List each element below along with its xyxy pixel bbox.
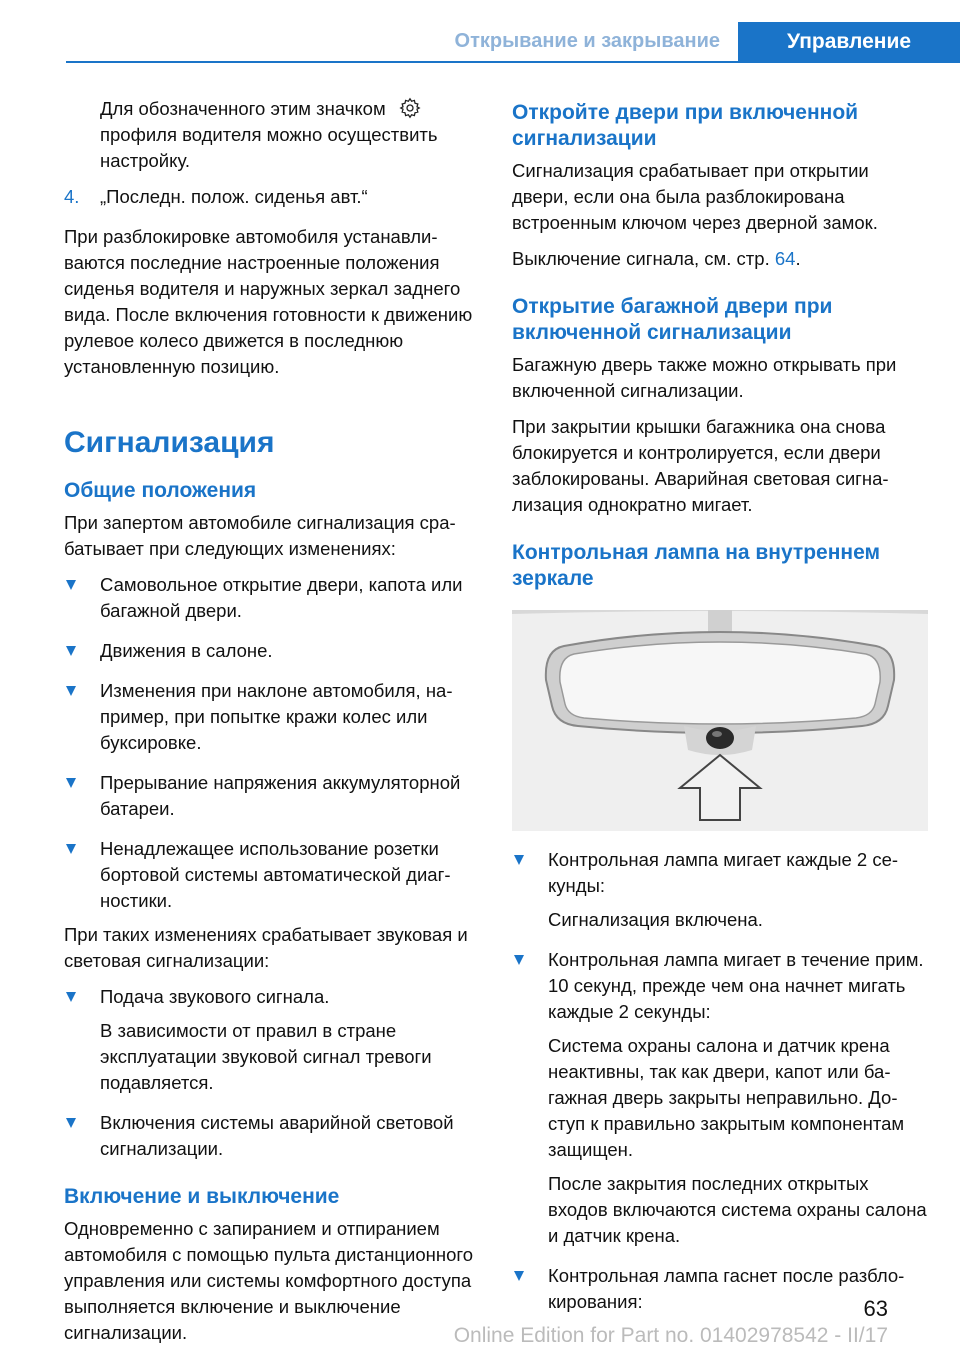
- subheading: Общие положения: [64, 479, 257, 502]
- intro-line: Для обозначенного этим значком: [100, 98, 386, 119]
- list-item: Изменения при наклоне автомобиля, например, при попытке кражи колес или буксировке.: [64, 678, 479, 756]
- paragraph: Сигнализация срабатывает при открытии двери, если она была разблокирована встроенным ключом через дверной замок.: [512, 160, 878, 233]
- list-item: Включения системы аварийной световой сигнализации.: [64, 1110, 479, 1162]
- right-column: [512, 100, 928, 1329]
- triangle-bullet-icon: [66, 1118, 76, 1128]
- triangle-bullet-icon: [66, 992, 76, 1002]
- paragraph: Багажную дверь также можно открывать при включенной сигнализации.: [512, 354, 897, 401]
- paragraph: При закрытии крышки багажника она снова блокируется и контролируется, если двери заблокированы. Аварийная световая сигнализация однократно мигает.: [512, 416, 889, 515]
- list-item: Самовольное открытие двери, капота или багажной двери.: [64, 572, 479, 624]
- header-rule: [66, 61, 960, 63]
- page-number: 63: [863, 1296, 888, 1321]
- list-item-4: [64, 184, 479, 210]
- gear-icon: [399, 97, 421, 119]
- triangle-bullet-icon: [66, 580, 76, 590]
- page-footer: [454, 1296, 888, 1348]
- paragraph: Одновременно с запиранием и отпиранием автомобиля с помощью пульта дистанционного управления или системы комфортного доступа выполняется включение и выключение сигнализации.: [64, 1218, 473, 1343]
- triangle-bullet-icon: [514, 1271, 524, 1281]
- triangle-bullet-icon: [514, 955, 524, 965]
- page-header: [0, 0, 960, 62]
- chapter-tab: Управление: [738, 22, 960, 62]
- paragraph: При запертом автомобиле сигнализация срабатывает при следующих изменениях:: [64, 512, 456, 559]
- intro-rest: профиля водителя можно осуществить настройку.: [100, 124, 438, 171]
- edition-note: Online Edition for Part no. 01402978542 - II/17: [453, 1324, 888, 1347]
- paragraph: Выключение сигнала, см. стр. 64.: [512, 248, 801, 269]
- paragraph: При таких изменениях срабатывает звуковая и световая сигнализации:: [64, 924, 468, 971]
- subheading: Контрольная лампа на внутреннем зеркале: [512, 541, 881, 590]
- triangle-bullet-icon: [66, 686, 76, 696]
- list-item: Контрольная лампа мигает в течение прим. 10 секунд, прежде чем она начнет мигать каждые 2 секунды: Система охраны салона и датчик крена неактивны, так как двери, капот или багажная дверь закрыты неправильно. Доступ к правильно закрытым компонентам защищен. После закрытия последних открытых входов включаются система охраны салона и датчик крена.: [512, 947, 928, 1249]
- triangle-bullet-icon: [66, 778, 76, 788]
- item-number: 4.: [64, 186, 80, 207]
- triangle-bullet-icon: [66, 844, 76, 854]
- paragraph: При разблокировке автомобиля устанавливаются последние настроенные положения сиденья водителя и наружных зеркал заднего вида. После включения готовности к движению рулевое колесо движется в последнюю установленную позицию.: [64, 226, 473, 377]
- list-item: Контрольная лампа гаснет после разблокирования:: [512, 1263, 928, 1315]
- list-item: Движения в салоне.: [64, 638, 479, 664]
- subheading: Откройте двери при включенной сигнализации: [512, 101, 859, 150]
- section-heading: Сигнализация: [64, 426, 275, 459]
- subheading: Включение и выключение: [64, 1185, 340, 1208]
- section-title: Открывание и закрывание: [454, 30, 720, 52]
- intro-paragraph: [64, 96, 479, 174]
- item-text: „Последн. полож. сиденья авт.“: [100, 186, 368, 207]
- list-item: Прерывание напряжения аккумуляторной батареи.: [64, 770, 479, 822]
- triangle-bullet-icon: [66, 646, 76, 656]
- subheading: Открытие багажной двери при включенной сигнализации: [512, 295, 833, 344]
- list-item: Подача звукового сигнала. В зависимости от правил в стране эксплуатации звуковой сигнал тревоги подавляется.: [64, 984, 479, 1096]
- mirror-illustration: [512, 610, 928, 831]
- page-link[interactable]: 64: [774, 248, 796, 269]
- list-item: Контрольная лампа мигает каждые 2 секунды: Сигнализация включена.: [512, 847, 928, 933]
- list-item: Ненадлежащее использование розетки бортовой системы автоматической диагностики.: [64, 836, 479, 914]
- left-column: [64, 96, 479, 1346]
- triangle-bullet-icon: [514, 855, 524, 865]
